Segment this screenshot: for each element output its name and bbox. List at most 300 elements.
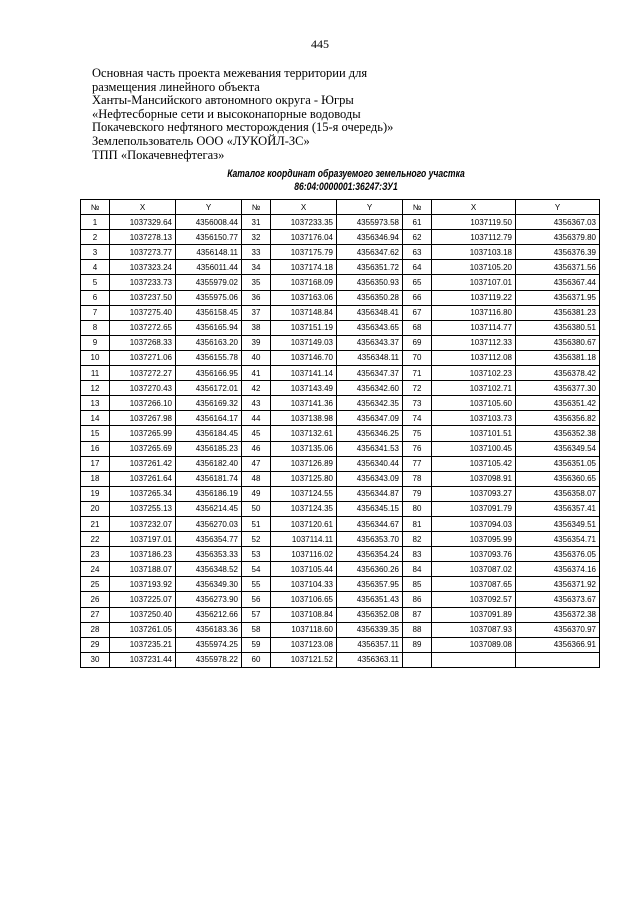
y-coordinate-cell: 4356349.30 (176, 577, 242, 592)
point-number-cell: 67 (403, 305, 432, 320)
point-number-cell: 32 (242, 230, 271, 245)
table-row (81, 381, 600, 396)
point-number-cell: 10 (81, 350, 110, 365)
y-coordinate-cell: 4356347.62 (337, 245, 403, 260)
table-row (81, 652, 600, 667)
x-coordinate-cell: 1037265.69 (110, 441, 176, 456)
x-coordinate-cell: 1037135.06 (271, 441, 337, 456)
x-coordinate-cell: 1037087.93 (432, 622, 516, 637)
y-coordinate-cell: 4356166.95 (176, 366, 242, 381)
table-row (81, 532, 600, 547)
y-coordinate-cell: 4356185.23 (176, 441, 242, 456)
point-number-cell: 24 (81, 562, 110, 577)
x-coordinate-cell: 1037235.21 (110, 637, 176, 652)
x-coordinate-cell: 1037278.13 (110, 230, 176, 245)
point-number-cell: 35 (242, 275, 271, 290)
y-coordinate-cell: 4356353.70 (337, 532, 403, 547)
x-coordinate-cell: 1037273.77 (110, 245, 176, 260)
header-line: Основная часть проекта межевания территории для (92, 66, 368, 80)
x-coordinate-cell: 1037124.55 (271, 486, 337, 501)
y-coordinate-cell: 4355973.58 (337, 215, 403, 230)
table-row (81, 562, 600, 577)
point-number-cell: 64 (403, 260, 432, 275)
point-number-cell: 62 (403, 230, 432, 245)
x-coordinate-cell: 1037103.18 (432, 245, 516, 260)
point-number-cell: 29 (81, 637, 110, 652)
y-coordinate-cell: 4356183.36 (176, 622, 242, 637)
y-coordinate-cell: 4356347.37 (337, 366, 403, 381)
catalog-title-block (76, 168, 616, 193)
x-coordinate-cell: 1037092.57 (432, 592, 516, 607)
x-coordinate-cell: 1037175.79 (271, 245, 337, 260)
point-number-cell: 17 (81, 456, 110, 471)
x-coordinate-cell: 1037126.89 (271, 456, 337, 471)
x-coordinate-cell: 1037132.61 (271, 426, 337, 441)
x-coordinate-cell: 1037119.50 (432, 215, 516, 230)
point-number-cell: 26 (81, 592, 110, 607)
point-number-cell: 28 (81, 622, 110, 637)
point-number-cell: 61 (403, 215, 432, 230)
point-number-cell: 3 (81, 245, 110, 260)
header-line: размещения линейного объекта (92, 79, 260, 94)
x-coordinate-cell: 1037250.40 (110, 607, 176, 622)
x-coordinate-cell: 1037266.10 (110, 396, 176, 411)
y-coordinate-cell: 4356351.05 (516, 456, 600, 471)
y-coordinate-cell: 4356212.66 (176, 607, 242, 622)
y-coordinate-cell: 4356367.44 (516, 275, 600, 290)
y-coordinate-cell: 4356344.87 (337, 486, 403, 501)
point-number-cell: 1 (81, 215, 110, 230)
x-coordinate-cell: 1037272.27 (110, 366, 176, 381)
x-coordinate-cell: 1037112.33 (432, 335, 516, 350)
point-number-cell: 15 (81, 426, 110, 441)
x-coordinate-cell: 1037272.65 (110, 320, 176, 335)
column-header: № (242, 200, 271, 215)
x-coordinate-cell: 1037267.98 (110, 411, 176, 426)
point-number-cell: 74 (403, 411, 432, 426)
point-number-cell: 49 (242, 486, 271, 501)
catalog-title: Каталог координат образуемого земельного участка (227, 168, 465, 180)
y-coordinate-cell: 4356163.20 (176, 335, 242, 350)
point-number-cell: 43 (242, 396, 271, 411)
table-row (81, 350, 600, 365)
y-coordinate-cell: 4355979.02 (176, 275, 242, 290)
y-coordinate-cell: 4356214.45 (176, 501, 242, 516)
y-coordinate-cell: 4356363.11 (337, 652, 403, 667)
point-number-cell: 75 (403, 426, 432, 441)
y-coordinate-cell: 4356370.97 (516, 622, 600, 637)
y-coordinate-cell: 4356381.18 (516, 350, 600, 365)
point-number-cell: 51 (242, 516, 271, 531)
column-header: № (81, 200, 110, 215)
x-coordinate-cell: 1037091.89 (432, 607, 516, 622)
table-row (81, 607, 600, 622)
x-coordinate-cell: 1037261.42 (110, 456, 176, 471)
table-row (81, 305, 600, 320)
point-number-cell: 30 (81, 652, 110, 667)
point-number-cell: 52 (242, 532, 271, 547)
point-number-cell: 72 (403, 381, 432, 396)
x-coordinate-cell: 1037151.19 (271, 320, 337, 335)
x-coordinate-cell: 1037141.14 (271, 366, 337, 381)
y-coordinate-cell: 4355974.25 (176, 637, 242, 652)
point-number-cell: 31 (242, 215, 271, 230)
table-row (81, 366, 600, 381)
x-coordinate-cell: 1037265.34 (110, 486, 176, 501)
point-number-cell: 57 (242, 607, 271, 622)
table-row (81, 501, 600, 516)
point-number-cell: 22 (81, 532, 110, 547)
table-row (81, 275, 600, 290)
x-coordinate-cell: 1037143.49 (271, 381, 337, 396)
x-coordinate-cell: 1037270.43 (110, 381, 176, 396)
x-coordinate-cell: 1037112.08 (432, 350, 516, 365)
y-coordinate-cell: 4356350.93 (337, 275, 403, 290)
y-coordinate-cell: 4356371.56 (516, 260, 600, 275)
point-number-cell: 16 (81, 441, 110, 456)
table-row (81, 637, 600, 652)
y-coordinate-cell: 4356343.09 (337, 471, 403, 486)
y-coordinate-cell: 4356348.11 (337, 350, 403, 365)
table-row (81, 320, 600, 335)
x-coordinate-cell: 1037237.50 (110, 290, 176, 305)
y-coordinate-cell: 4356273.90 (176, 592, 242, 607)
y-coordinate-cell: 4356376.39 (516, 245, 600, 260)
table-row (81, 230, 600, 245)
y-coordinate-cell (516, 652, 600, 667)
point-number-cell: 78 (403, 471, 432, 486)
catalog-cadastral-number: 86:04:0000001:36247:ЗУ1 (294, 180, 398, 193)
x-coordinate-cell: 1037087.65 (432, 577, 516, 592)
y-coordinate-cell: 4356380.51 (516, 320, 600, 335)
x-coordinate-cell: 1037089.08 (432, 637, 516, 652)
point-number-cell: 4 (81, 260, 110, 275)
y-coordinate-cell: 4356155.78 (176, 350, 242, 365)
point-number-cell: 79 (403, 486, 432, 501)
y-coordinate-cell: 4356150.77 (176, 230, 242, 245)
x-coordinate-cell: 1037146.70 (271, 350, 337, 365)
y-coordinate-cell: 4356158.45 (176, 305, 242, 320)
y-coordinate-cell: 4356270.03 (176, 516, 242, 531)
table-row (81, 396, 600, 411)
x-coordinate-cell: 1037100.45 (432, 441, 516, 456)
point-number-cell: 27 (81, 607, 110, 622)
point-number-cell: 87 (403, 607, 432, 622)
column-header: Y (176, 200, 242, 215)
point-number-cell: 77 (403, 456, 432, 471)
x-coordinate-cell: 1037323.24 (110, 260, 176, 275)
header-line: Ханты-Мансийского автономного округа - Югры (92, 93, 354, 108)
x-coordinate-cell: 1037232.07 (110, 516, 176, 531)
point-number-cell: 76 (403, 441, 432, 456)
y-coordinate-cell: 4356353.33 (176, 547, 242, 562)
point-number-cell: 41 (242, 366, 271, 381)
y-coordinate-cell: 4356349.51 (516, 516, 600, 531)
x-coordinate-cell: 1037225.07 (110, 592, 176, 607)
point-number-cell: 81 (403, 516, 432, 531)
table-row (81, 426, 600, 441)
column-header: № (403, 200, 432, 215)
y-coordinate-cell: 4356011.44 (176, 260, 242, 275)
document-header (92, 67, 393, 162)
point-number-cell: 12 (81, 381, 110, 396)
column-header: X (271, 200, 337, 215)
point-number-cell: 39 (242, 335, 271, 350)
point-number-cell: 6 (81, 290, 110, 305)
point-number-cell: 2 (81, 230, 110, 245)
y-coordinate-cell: 4356343.37 (337, 335, 403, 350)
y-coordinate-cell: 4356184.45 (176, 426, 242, 441)
table-row (81, 486, 600, 501)
x-coordinate-cell: 1037112.79 (432, 230, 516, 245)
point-number-cell: 7 (81, 305, 110, 320)
table-row (81, 290, 600, 305)
point-number-cell: 9 (81, 335, 110, 350)
x-coordinate-cell: 1037098.91 (432, 471, 516, 486)
x-coordinate-cell: 1037231.44 (110, 652, 176, 667)
x-coordinate-cell: 1037188.07 (110, 562, 176, 577)
x-coordinate-cell: 1037116.80 (432, 305, 516, 320)
x-coordinate-cell: 1037121.52 (271, 652, 337, 667)
x-coordinate-cell: 1037114.77 (432, 320, 516, 335)
x-coordinate-cell: 1037114.11 (271, 532, 337, 547)
point-number-cell: 18 (81, 471, 110, 486)
header-line: «Нефтесборные сети и высоконапорные водоводы (92, 106, 361, 121)
y-coordinate-cell: 4356357.41 (516, 501, 600, 516)
column-header: X (110, 200, 176, 215)
point-number-cell: 80 (403, 501, 432, 516)
x-coordinate-cell: 1037105.42 (432, 456, 516, 471)
point-number-cell: 55 (242, 577, 271, 592)
table-header-row (81, 200, 600, 215)
point-number-cell: 21 (81, 516, 110, 531)
x-coordinate-cell: 1037087.02 (432, 562, 516, 577)
x-coordinate-cell: 1037102.71 (432, 381, 516, 396)
x-coordinate-cell: 1037271.06 (110, 350, 176, 365)
x-coordinate-cell: 1037174.18 (271, 260, 337, 275)
point-number-cell: 85 (403, 577, 432, 592)
x-coordinate-cell: 1037093.27 (432, 486, 516, 501)
x-coordinate-cell: 1037149.03 (271, 335, 337, 350)
x-coordinate-cell: 1037148.84 (271, 305, 337, 320)
y-coordinate-cell: 4356340.44 (337, 456, 403, 471)
x-coordinate-cell: 1037094.03 (432, 516, 516, 531)
y-coordinate-cell: 4356358.07 (516, 486, 600, 501)
x-coordinate-cell: 1037124.35 (271, 501, 337, 516)
y-coordinate-cell: 4356378.42 (516, 366, 600, 381)
point-number-cell: 47 (242, 456, 271, 471)
y-coordinate-cell: 4356182.40 (176, 456, 242, 471)
point-number-cell: 19 (81, 486, 110, 501)
point-number-cell: 58 (242, 622, 271, 637)
y-coordinate-cell: 4356367.03 (516, 215, 600, 230)
y-coordinate-cell: 4356374.16 (516, 562, 600, 577)
x-coordinate-cell: 1037125.80 (271, 471, 337, 486)
point-number-cell: 45 (242, 426, 271, 441)
y-coordinate-cell: 4356347.09 (337, 411, 403, 426)
point-number-cell: 40 (242, 350, 271, 365)
point-number-cell: 69 (403, 335, 432, 350)
x-coordinate-cell: 1037261.64 (110, 471, 176, 486)
x-coordinate-cell: 1037186.23 (110, 547, 176, 562)
x-coordinate-cell (432, 652, 516, 667)
y-coordinate-cell: 4356346.94 (337, 230, 403, 245)
y-coordinate-cell: 4356352.08 (337, 607, 403, 622)
y-coordinate-cell: 4356380.67 (516, 335, 600, 350)
point-number-cell: 33 (242, 245, 271, 260)
point-number-cell: 48 (242, 471, 271, 486)
point-number-cell: 83 (403, 547, 432, 562)
y-coordinate-cell: 4356349.54 (516, 441, 600, 456)
x-coordinate-cell: 1037197.01 (110, 532, 176, 547)
y-coordinate-cell: 4356351.43 (337, 592, 403, 607)
y-coordinate-cell: 4356344.67 (337, 516, 403, 531)
point-number-cell: 59 (242, 637, 271, 652)
x-coordinate-cell: 1037101.51 (432, 426, 516, 441)
point-number-cell: 20 (81, 501, 110, 516)
y-coordinate-cell: 4356164.17 (176, 411, 242, 426)
point-number-cell: 84 (403, 562, 432, 577)
x-coordinate-cell: 1037261.05 (110, 622, 176, 637)
x-coordinate-cell: 1037095.99 (432, 532, 516, 547)
y-coordinate-cell: 4356345.15 (337, 501, 403, 516)
table-row (81, 471, 600, 486)
x-coordinate-cell: 1037233.35 (271, 215, 337, 230)
x-coordinate-cell: 1037091.79 (432, 501, 516, 516)
point-number-cell: 63 (403, 245, 432, 260)
y-coordinate-cell: 4356172.01 (176, 381, 242, 396)
point-number-cell: 86 (403, 592, 432, 607)
header-line: ТПП «Покачевнефтегаз» (92, 147, 225, 162)
point-number-cell: 71 (403, 366, 432, 381)
y-coordinate-cell: 4356360.26 (337, 562, 403, 577)
point-number-cell: 36 (242, 290, 271, 305)
x-coordinate-cell: 1037329.64 (110, 215, 176, 230)
y-coordinate-cell: 4356169.32 (176, 396, 242, 411)
y-coordinate-cell: 4356165.94 (176, 320, 242, 335)
point-number-cell: 73 (403, 396, 432, 411)
header-line: Землепользователь ООО «ЛУКОЙЛ-ЗС» (92, 133, 310, 148)
point-number-cell: 60 (242, 652, 271, 667)
column-header: Y (516, 200, 600, 215)
point-number-cell: 56 (242, 592, 271, 607)
table-row (81, 335, 600, 350)
table-row (81, 245, 600, 260)
table-row (81, 622, 600, 637)
x-coordinate-cell: 1037141.36 (271, 396, 337, 411)
y-coordinate-cell: 4356008.44 (176, 215, 242, 230)
y-coordinate-cell: 4356346.25 (337, 426, 403, 441)
point-number-cell: 82 (403, 532, 432, 547)
point-number-cell: 11 (81, 366, 110, 381)
y-coordinate-cell: 4356356.82 (516, 411, 600, 426)
y-coordinate-cell: 4356354.77 (176, 532, 242, 547)
x-coordinate-cell: 1037120.61 (271, 516, 337, 531)
y-coordinate-cell: 4356342.60 (337, 381, 403, 396)
y-coordinate-cell: 4356381.23 (516, 305, 600, 320)
x-coordinate-cell: 1037116.02 (271, 547, 337, 562)
table-row (81, 215, 600, 230)
x-coordinate-cell: 1037193.92 (110, 577, 176, 592)
point-number-cell: 37 (242, 305, 271, 320)
y-coordinate-cell: 4356377.30 (516, 381, 600, 396)
page-number: 445 (311, 37, 329, 51)
y-coordinate-cell: 4356366.91 (516, 637, 600, 652)
x-coordinate-cell: 1037123.08 (271, 637, 337, 652)
y-coordinate-cell: 4356352.38 (516, 426, 600, 441)
y-coordinate-cell: 4356351.72 (337, 260, 403, 275)
point-number-cell: 68 (403, 320, 432, 335)
y-coordinate-cell: 4356371.95 (516, 290, 600, 305)
x-coordinate-cell: 1037104.33 (271, 577, 337, 592)
x-coordinate-cell: 1037103.73 (432, 411, 516, 426)
point-number-cell: 65 (403, 275, 432, 290)
y-coordinate-cell: 4355978.22 (176, 652, 242, 667)
x-coordinate-cell: 1037233.73 (110, 275, 176, 290)
x-coordinate-cell: 1037118.60 (271, 622, 337, 637)
x-coordinate-cell: 1037107.01 (432, 275, 516, 290)
x-coordinate-cell: 1037138.98 (271, 411, 337, 426)
point-number-cell: 38 (242, 320, 271, 335)
table-row (81, 411, 600, 426)
x-coordinate-cell: 1037119.22 (432, 290, 516, 305)
point-number-cell: 66 (403, 290, 432, 305)
y-coordinate-cell: 4356372.38 (516, 607, 600, 622)
point-number-cell: 46 (242, 441, 271, 456)
point-number-cell: 5 (81, 275, 110, 290)
y-coordinate-cell: 4356348.41 (337, 305, 403, 320)
y-coordinate-cell: 4356186.19 (176, 486, 242, 501)
point-number-cell: 8 (81, 320, 110, 335)
table-row (81, 260, 600, 275)
y-coordinate-cell: 4356342.35 (337, 396, 403, 411)
column-header: Y (337, 200, 403, 215)
x-coordinate-cell: 1037255.13 (110, 501, 176, 516)
y-coordinate-cell: 4356181.74 (176, 471, 242, 486)
point-number-cell: 70 (403, 350, 432, 365)
point-number-cell: 89 (403, 637, 432, 652)
point-number-cell: 50 (242, 501, 271, 516)
point-number-cell: 14 (81, 411, 110, 426)
header-line: Покачевского нефтяного месторождения (15-я очередь)» (92, 120, 394, 135)
y-coordinate-cell: 4356357.95 (337, 577, 403, 592)
table-row (81, 577, 600, 592)
y-coordinate-cell: 4356379.80 (516, 230, 600, 245)
x-coordinate-cell: 1037105.20 (432, 260, 516, 275)
y-coordinate-cell: 4356376.05 (516, 547, 600, 562)
point-number-cell: 44 (242, 411, 271, 426)
table-row (81, 456, 600, 471)
y-coordinate-cell: 4356373.67 (516, 592, 600, 607)
point-number-cell: 53 (242, 547, 271, 562)
y-coordinate-cell: 4356354.71 (516, 532, 600, 547)
point-number-cell: 23 (81, 547, 110, 562)
y-coordinate-cell: 4356341.53 (337, 441, 403, 456)
point-number-cell (403, 652, 432, 667)
x-coordinate-cell: 1037265.99 (110, 426, 176, 441)
y-coordinate-cell: 4356348.52 (176, 562, 242, 577)
y-coordinate-cell: 4356351.42 (516, 396, 600, 411)
x-coordinate-cell: 1037105.60 (432, 396, 516, 411)
point-number-cell: 54 (242, 562, 271, 577)
y-coordinate-cell: 4356339.35 (337, 622, 403, 637)
y-coordinate-cell: 4356371.92 (516, 577, 600, 592)
table-row (81, 547, 600, 562)
x-coordinate-cell: 1037275.40 (110, 305, 176, 320)
x-coordinate-cell: 1037105.44 (271, 562, 337, 577)
point-number-cell: 34 (242, 260, 271, 275)
column-header: X (432, 200, 516, 215)
